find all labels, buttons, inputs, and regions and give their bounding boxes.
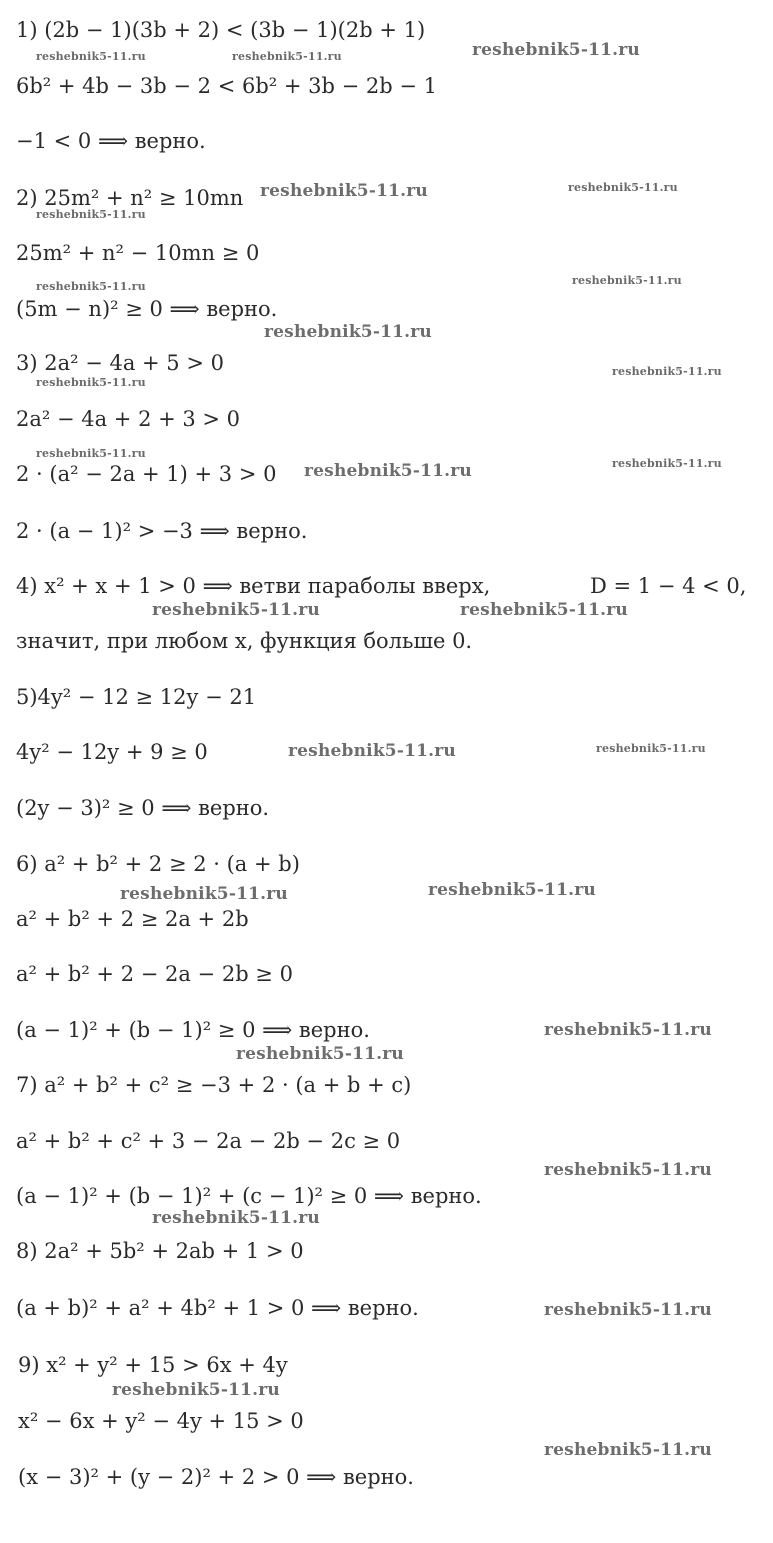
watermark: reshebnik5-11.ru xyxy=(544,1440,712,1460)
watermark: reshebnik5-11.ru xyxy=(36,50,146,63)
line-8-2: (a + b)² + a² + 4b² + 1 > 0 ⟹ верно. xyxy=(16,1296,419,1320)
watermark: reshebnik5-11.ru xyxy=(428,880,596,900)
watermark: reshebnik5-11.ru xyxy=(264,322,432,342)
line-6-4: (a − 1)² + (b − 1)² ≥ 0 ⟹ верно. xyxy=(16,1018,370,1042)
line-5-1: 5)4y² − 12 ≥ 12y − 21 xyxy=(16,685,257,709)
watermark: reshebnik5-11.ru xyxy=(596,742,706,755)
watermark: reshebnik5-11.ru xyxy=(36,447,146,460)
watermark: reshebnik5-11.ru xyxy=(568,181,678,194)
line-4-1: 4) x² + x + 1 > 0 ⟹ ветви параболы вверх, xyxy=(16,574,491,598)
watermark: reshebnik5-11.ru xyxy=(544,1020,712,1040)
watermark: reshebnik5-11.ru xyxy=(120,884,288,904)
line-1-2: 6b² + 4b − 3b − 2 < 6b² + 3b − 2b − 1 xyxy=(16,74,438,98)
line-3-3: 2 · (a² − 2a + 1) + 3 > 0 xyxy=(16,462,277,486)
watermark: reshebnik5-11.ru xyxy=(260,181,428,201)
watermark: reshebnik5-11.ru xyxy=(460,600,628,620)
line-2-1: 2) 25m² + n² ≥ 10mn xyxy=(16,186,244,210)
line-1-1: 1) (2b − 1)(3b + 2) < (3b − 1)(2b + 1) xyxy=(16,18,426,42)
line-3-1: 3) 2a² − 4a + 5 > 0 xyxy=(16,351,224,375)
line-3-2: 2a² − 4a + 2 + 3 > 0 xyxy=(16,407,241,431)
line-2-2: 25m² + n² − 10mn ≥ 0 xyxy=(16,241,260,265)
line-5-2: 4y² − 12y + 9 ≥ 0 xyxy=(16,740,208,764)
line-4-discriminant: D = 1 − 4 < 0, xyxy=(590,574,747,598)
line-9-2: x² − 6x + y² − 4y + 15 > 0 xyxy=(18,1409,304,1433)
watermark: reshebnik5-11.ru xyxy=(544,1160,712,1180)
line-7-1: 7) a² + b² + c² ≥ −3 + 2 · (a + b + c) xyxy=(16,1073,412,1097)
watermark: reshebnik5-11.ru xyxy=(612,457,722,470)
line-5-3: (2y − 3)² ≥ 0 ⟹ верно. xyxy=(16,796,270,820)
watermark: reshebnik5-11.ru xyxy=(472,40,640,60)
line-9-1: 9) x² + y² + 15 > 6x + 4y xyxy=(18,1353,288,1377)
watermark: reshebnik5-11.ru xyxy=(152,1208,320,1228)
line-1-3: −1 < 0 ⟹ верно. xyxy=(16,129,206,153)
watermark: reshebnik5-11.ru xyxy=(112,1380,280,1400)
line-8-1: 8) 2a² + 5b² + 2ab + 1 > 0 xyxy=(16,1239,304,1263)
watermark: reshebnik5-11.ru xyxy=(236,1044,404,1064)
watermark: reshebnik5-11.ru xyxy=(232,50,342,63)
watermark: reshebnik5-11.ru xyxy=(544,1300,712,1320)
watermark: reshebnik5-11.ru xyxy=(304,461,472,481)
watermark: reshebnik5-11.ru xyxy=(612,365,722,378)
watermark: reshebnik5-11.ru xyxy=(152,600,320,620)
watermark: reshebnik5-11.ru xyxy=(572,274,682,287)
line-4-2: значит, при любом x, функция больше 0. xyxy=(16,629,473,653)
watermark: reshebnik5-11.ru xyxy=(36,280,146,293)
line-7-3: (a − 1)² + (b − 1)² + (c − 1)² ≥ 0 ⟹ верно. xyxy=(16,1184,482,1208)
watermark: reshebnik5-11.ru xyxy=(36,376,146,389)
line-3-4: 2 · (a − 1)² > −3 ⟹ верно. xyxy=(16,519,308,543)
line-9-3: (x − 3)² + (y − 2)² + 2 > 0 ⟹ верно. xyxy=(18,1465,414,1489)
line-6-2: a² + b² + 2 ≥ 2a + 2b xyxy=(16,907,249,931)
watermark: reshebnik5-11.ru xyxy=(288,741,456,761)
line-6-3: a² + b² + 2 − 2a − 2b ≥ 0 xyxy=(16,962,293,986)
watermark: reshebnik5-11.ru xyxy=(36,208,146,221)
line-6-1: 6) a² + b² + 2 ≥ 2 · (a + b) xyxy=(16,852,300,876)
line-2-3: (5m − n)² ≥ 0 ⟹ верно. xyxy=(16,297,278,321)
line-7-2: a² + b² + c² + 3 − 2a − 2b − 2c ≥ 0 xyxy=(16,1129,401,1153)
